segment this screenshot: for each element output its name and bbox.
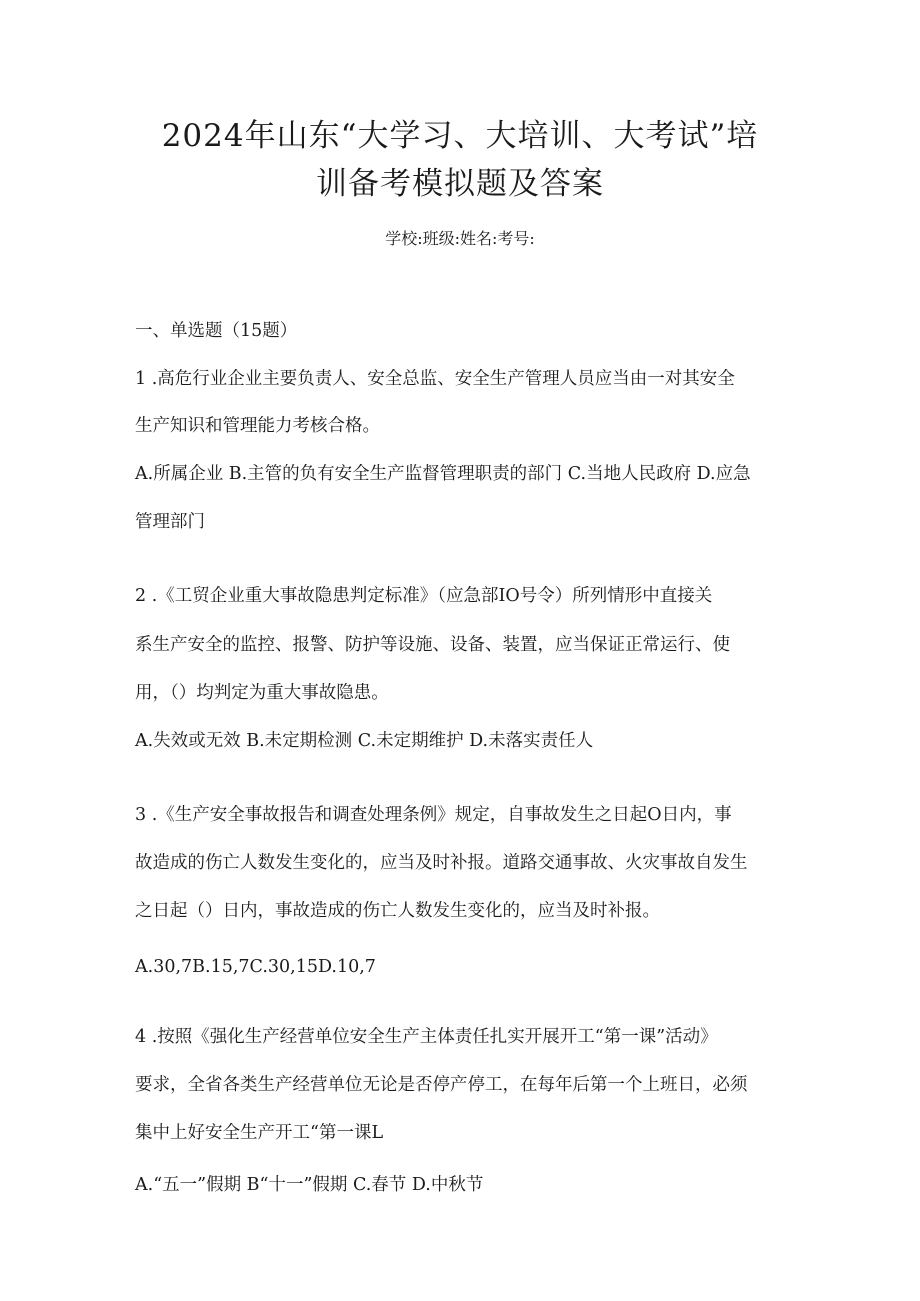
question-4-options-line-1: A.“五一”假期 B“十一”假期 C.春节 D.中秋节: [135, 1175, 484, 1195]
section-heading: 一、单选题（15题）: [135, 321, 298, 341]
question-1-options-line-1: A.所属企业 B.主管的负有安全生产监督管理职责的部门 C.当地人民政府 D.应急: [135, 464, 751, 484]
question-1-stem-line-2: 生产知识和管理能力考核合格。: [135, 416, 380, 436]
question-1-options-line-2: 管理部门: [135, 512, 205, 532]
student-info-line: 学校:班级:姓名:考号:: [385, 229, 535, 248]
question-4-stem-line-1: 4 .按照《强化生产经营单位安全生产主体责任扎实开展开工“第一课”活动》: [135, 1027, 718, 1047]
question-1-stem-line-1: 1 .高危行业企业主要负责人、安全总监、安全生产管理人员应当由一对其安全: [135, 369, 735, 389]
question-3-stem-line-1: 3 .《生产安全事故报告和调查处理条例》规定，自事故发生之日起O日内，事: [135, 805, 732, 825]
question-2-options-line-1: A.失效或无效 B.未定期检测 C.未定期维护 D.未落实责任人: [135, 731, 594, 751]
question-2-stem-line-2: 系生产安全的监控、报警、防护等设施、设备、装置，应当保证正常运行、使: [135, 635, 730, 655]
document-title-line-2: 训备考模拟题及答案: [316, 166, 604, 202]
question-4-stem-line-2: 要求，全省各类生产经营单位无论是否停产停工，在每年后第一个上班日，必须: [135, 1075, 748, 1095]
question-3-stem-line-3: 之日起（）日内，事故造成的伤亡人数发生变化的，应当及时补报。: [135, 901, 660, 921]
question-3-options-line-1: A.30,7B.15,7C.30,15D.10,7: [135, 957, 376, 977]
question-4-stem-line-3: 集中上好安全生产开工“第一课L: [135, 1123, 384, 1143]
question-3-stem-line-2: 故造成的伤亡人数发生变化的，应当及时补报。道路交通事故、火灾事故自发生: [135, 853, 748, 873]
question-2-stem-line-3: 用，（）均判定为重大事故隐患。: [135, 683, 389, 703]
question-2-stem-line-1: 2 .《工贸企业重大事故隐患判定标准》（应急部IO号令）所列情形中直接关: [135, 586, 713, 606]
document-title-line-1: 2024年山东“大学习、大培训、大考试”培: [161, 118, 759, 154]
